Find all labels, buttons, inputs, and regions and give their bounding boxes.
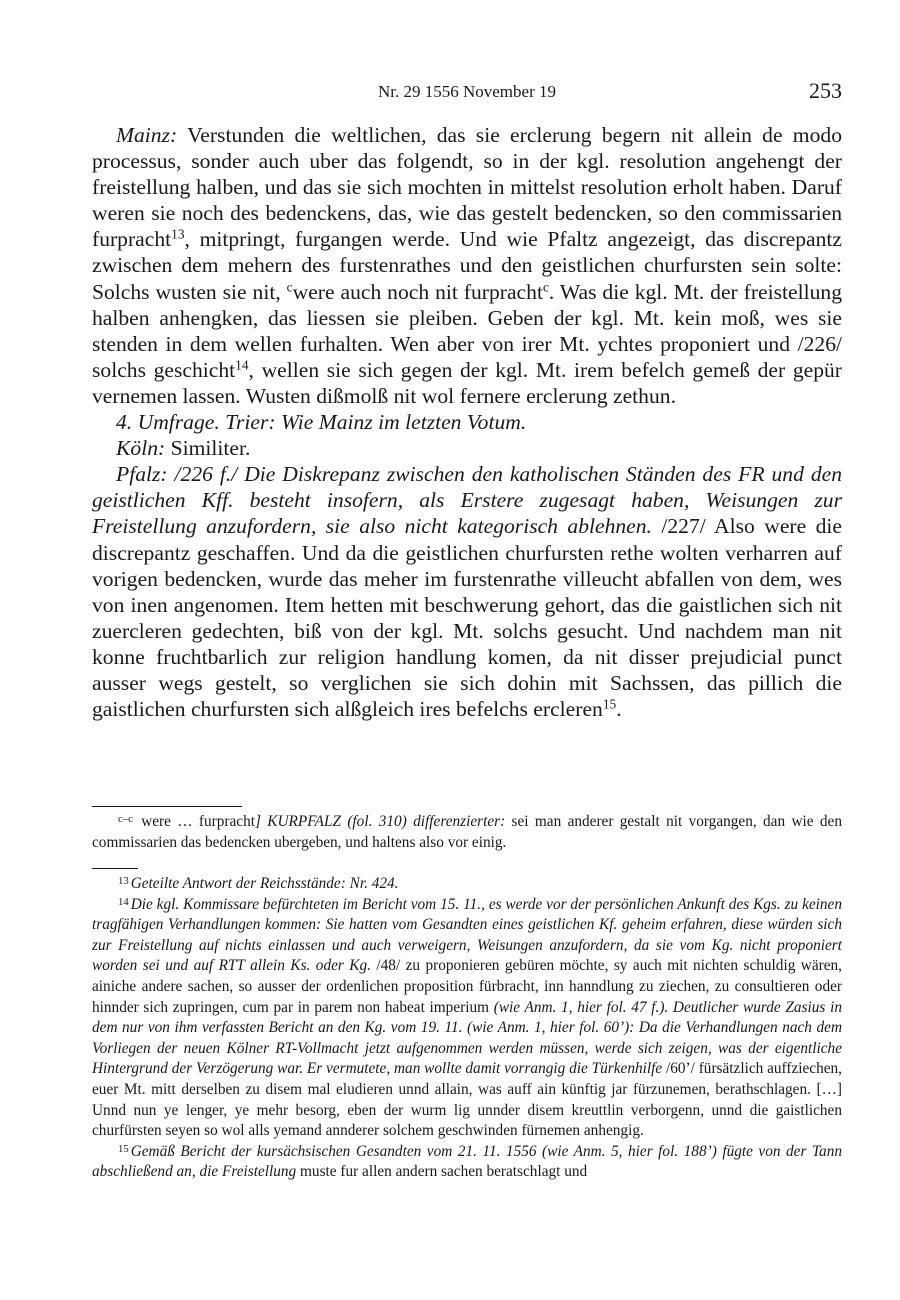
footnote-ref-13[interactable]: 13 xyxy=(171,227,185,243)
footnotes xyxy=(92,874,842,1183)
footnote-14-italic-2: (wie Anm. 1, hier fol. 47 f.). Deutlicher wurde Zasius in dem nur von ihm verfassten Bericht an den Kg. vom 19. 11. (wie Anm. 1, hier fol. 60’): Da die Verhandlungen nach dem Vorliegen der neuen Kölner RT-Vollmacht jetzt aufgenommen werden müssen, werde sich zeigen, was der eigentliche Hintergrund der Verzögerung war. Er vermutete, man wollte damit vorrangig die Türkenhilfe xyxy=(92,998,842,1078)
paragraph-pfalz xyxy=(92,461,842,722)
paragraph-koeln xyxy=(92,435,842,461)
mainz-text: Verstunden die weltlichen, das sie erclerung begern nit allein de modo processus, sonder auch uber das folgendt, so in der kgl. resolution angehengt der freistellung halben, und das sie sich mochten in mittelst resolution erholt haben. Daruf weren sie noch des bedenckens, das, wie das gestelt bedencken, so den commissarien furpracht xyxy=(92,123,842,252)
critical-mark-open[interactable]: c xyxy=(286,279,293,295)
speaker-mainz: Mainz: xyxy=(116,123,178,147)
critical-apparatus xyxy=(92,812,842,853)
speaker-koeln: Köln: xyxy=(116,436,166,461)
footnote-13-mark: 13 xyxy=(118,875,129,888)
critical-apparatus-rule xyxy=(92,806,242,807)
koeln-text: Similiter. xyxy=(165,436,251,461)
footnote-15-italic: Gemäß Bericht der kursächsischen Gesandten vom 21. 11. 1556 (wie Anm. 5, hier fol. 188’) fügte von der Tann abschließend an, die Freistellung xyxy=(92,1142,842,1181)
critical-note-lemma: were … furpracht xyxy=(134,813,255,830)
critical-note-c xyxy=(92,812,842,853)
paragraph-umfrage xyxy=(92,409,842,435)
mainz-text-3: were auch noch nit furpracht xyxy=(292,279,543,304)
footnote-rule xyxy=(92,868,138,869)
footnote-14-mark: 14 xyxy=(118,895,129,908)
pfalz-text: /227/ Also were die discrepantz geschaffen. Und da die geistlichen churfursten rethe wolten verharren auf vorigen bedencken, wurde das meher im furstenrathe villeucht abfallen von dem, wes von inen angenomen. Item hetten mit beschwerung gehort, das die gaistlichen sich nit zuercleren gedechten, biß von der kgl. Mt. solchs gesucht. Und nachdem man nit konne fruchtbarlich zur religion handlung komen, da nit disser prejudicial punct ausser wegs gestelt, so verglichen sie sich dohin mit Sachssen, das pillich die gaistlichen churfursten sich alßgleich ires befelchs ercleren xyxy=(92,514,842,722)
main-text xyxy=(92,122,842,722)
footnote-ref-14[interactable]: 14 xyxy=(235,357,249,373)
mainz-text-5: , wellen sie sich gegen der kgl. Mt. irem befelch gemeß der gepür vernemen lassen. Wusten dißmolß nit wol fernere erclerung zethun. xyxy=(92,357,842,408)
pfalz-end: . xyxy=(616,697,622,722)
footnote-13 xyxy=(92,874,842,895)
paragraph-mainz xyxy=(92,122,842,409)
footnote-15 xyxy=(92,1142,842,1183)
footnote-14-italic-1: Die kgl. Kommissare befürchteten im Bericht vom 15. 11., es werde vor der persönlichen Ankunft des Kgs. zu keinen tragfähigen Verhandlungen kommen: Sie hatten vom Gesandten eines geistlichen Kf. geheim erfahren, diese würden sich zur Freistellung auf nichts einlassen und auch verweigern, Weisungen anzufordern, da sie vom Kg. nicht proponiert worden sei und auf RTT allein Ks. oder Kg. xyxy=(92,895,842,975)
footnote-14-quote-1: /48/ zu proponieren gebüren möchte, sy auch mit nichten schuldig wären, ainiche andere sachen, so ausser der ordenlichen proposition fürbracht, inn hanndlung zu ziechen, zu consultieren oder hinnder sich zupringen, cum par in parem non habeat imperium xyxy=(92,957,842,1016)
pfalz-summary: Pfalz: /226 f./ Die Diskrepanz zwischen den katholischen Ständen des FR und den geistlichen Kff. besteht insofern, als Erstere zugesagt haben, Weisungen zur Freistellung anzufordern, sie also nicht kategorisch ablehnen. xyxy=(92,462,842,539)
mainz-text-4: . Was die kgl. Mt. der freistellung halben anhengken, das liessen sie pleiben. Geben der kgl. Mt. kein moß, wes sie stenden in dem wellen furhalten. Wen aber von irer Mt. ychtes proponiert und /226/ solchs geschicht xyxy=(92,279,842,382)
critical-note-source: ] KURPFALZ (fol. 310) differenzierter: xyxy=(255,813,506,830)
critical-mark-close[interactable]: c xyxy=(542,279,549,295)
mainz-text-2: , mitpringt, furgangen werde. Und wie Pfaltz angezeigt, das discrepantz zwischen dem mehern des furstenrathes und den geistlichen churfursten sein solte: Solchs wusten sie nit, xyxy=(92,227,842,304)
footnote-15-quote: muste fur allen andern sachen beratschlagt und xyxy=(296,1163,588,1181)
page-header xyxy=(92,80,842,106)
running-title: Nr. 29 1556 November 19 xyxy=(377,82,556,101)
umfrage-heading: 4. Umfrage. Trier: Wie Mainz im letzten Votum. xyxy=(116,410,527,435)
footnote-15-mark: 15 xyxy=(118,1142,129,1155)
footnote-ref-15[interactable]: 15 xyxy=(602,696,617,712)
critical-note-text: sei man anderer gestalt nit vorgangen, dan wie den commissarien das bedencken ubergeben, und haltens also vor einig. xyxy=(92,813,842,851)
page-number: 253 xyxy=(809,78,842,103)
critical-note-mark: c–c xyxy=(118,813,133,826)
footnote-13-text: Geteilte Antwort der Reichsstände: Nr. 424. xyxy=(130,875,399,892)
footnote-14-quote-2: /60’/ fürsätzlich auffziechen, euer Mt. mitt derselben zu disem mal eludieren unnd allain, was auff ain künftig jar fürzunemen, berathschlagen. […] Unnd nun ye lenger, ye mehr besorg, eben der wurm lig unnder disem kreuttlin verborgenn, unnd die gaistlichen churfürsten seyen so wol alls yemand annderer solchem geschwinden fürnemen anhengig. xyxy=(92,1060,842,1140)
footnote-14 xyxy=(92,895,842,1142)
